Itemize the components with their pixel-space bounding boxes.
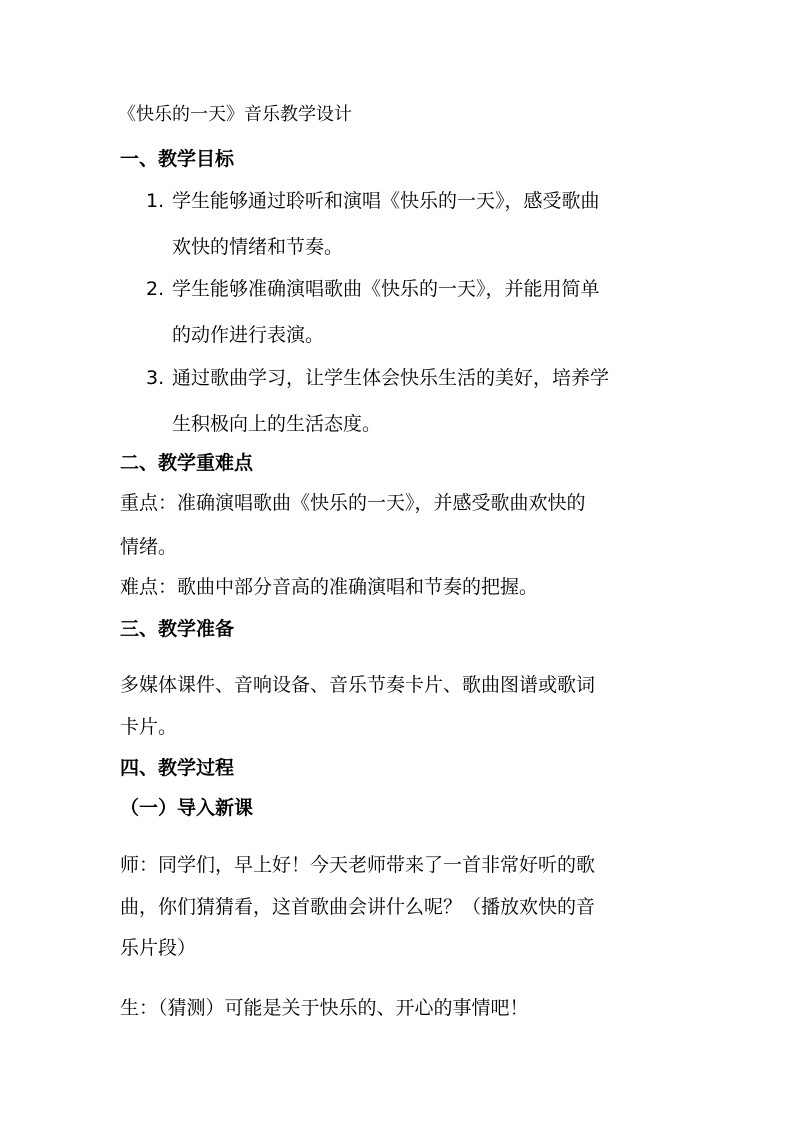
list-text: 通过歌曲学习，让学生体会快乐生活的美好，培养学: [172, 367, 610, 389]
preparation-line: 多媒体课件、音响设备、音乐节奏卡片、歌曲图谱或歌词: [120, 674, 596, 696]
teacher-line-continued: 曲，你们猜猜看，这首歌曲会讲什么呢？（播放欢快的音: [120, 896, 596, 918]
list-text-continued: 欢快的情绪和节奏。: [172, 236, 344, 258]
list-text-continued: 生积极向上的生活态度。: [172, 413, 382, 435]
list-number: 1.: [146, 190, 165, 212]
preparation-line-continued: 卡片。: [120, 716, 178, 738]
list-text: 学生能够通过聆听和演唱《快乐的一天》，感受歌曲: [172, 190, 600, 212]
key-point-line-continued: 情绪。: [120, 536, 178, 558]
teacher-line: 师：同学们，早上好！今天老师带来了一首非常好听的歌: [120, 854, 596, 876]
section-heading-objectives: 一、教学目标: [120, 148, 235, 170]
student-line: 生：（猜测）可能是关于快乐的、开心的事情吧！: [120, 997, 529, 1019]
section-heading-key-points: 二、教学重难点: [120, 452, 254, 474]
list-text-continued: 的动作进行表演。: [172, 324, 325, 346]
document-title: 《快乐的一天》音乐教学设计: [118, 104, 352, 125]
subsection-heading-intro: （一）导入新课: [120, 797, 254, 819]
list-number: 2.: [146, 278, 165, 300]
list-item: [146, 355, 660, 447]
teacher-line-continued: 乐片段）: [120, 937, 197, 959]
difficult-point-line: 难点：歌曲中部分音高的准确演唱和节奏的把握。: [120, 576, 539, 598]
list-item: [146, 266, 660, 358]
list-item: [146, 178, 660, 270]
list-text: 学生能够准确演唱歌曲《快乐的一天》，并能用简单: [172, 278, 600, 300]
key-point-line: 重点：准确演唱歌曲《快乐的一天》，并感受歌曲欢快的: [120, 492, 586, 514]
list-number: 3.: [146, 367, 165, 389]
section-heading-preparation: 三、教学准备: [120, 618, 235, 640]
section-heading-process: 四、教学过程: [120, 757, 235, 779]
